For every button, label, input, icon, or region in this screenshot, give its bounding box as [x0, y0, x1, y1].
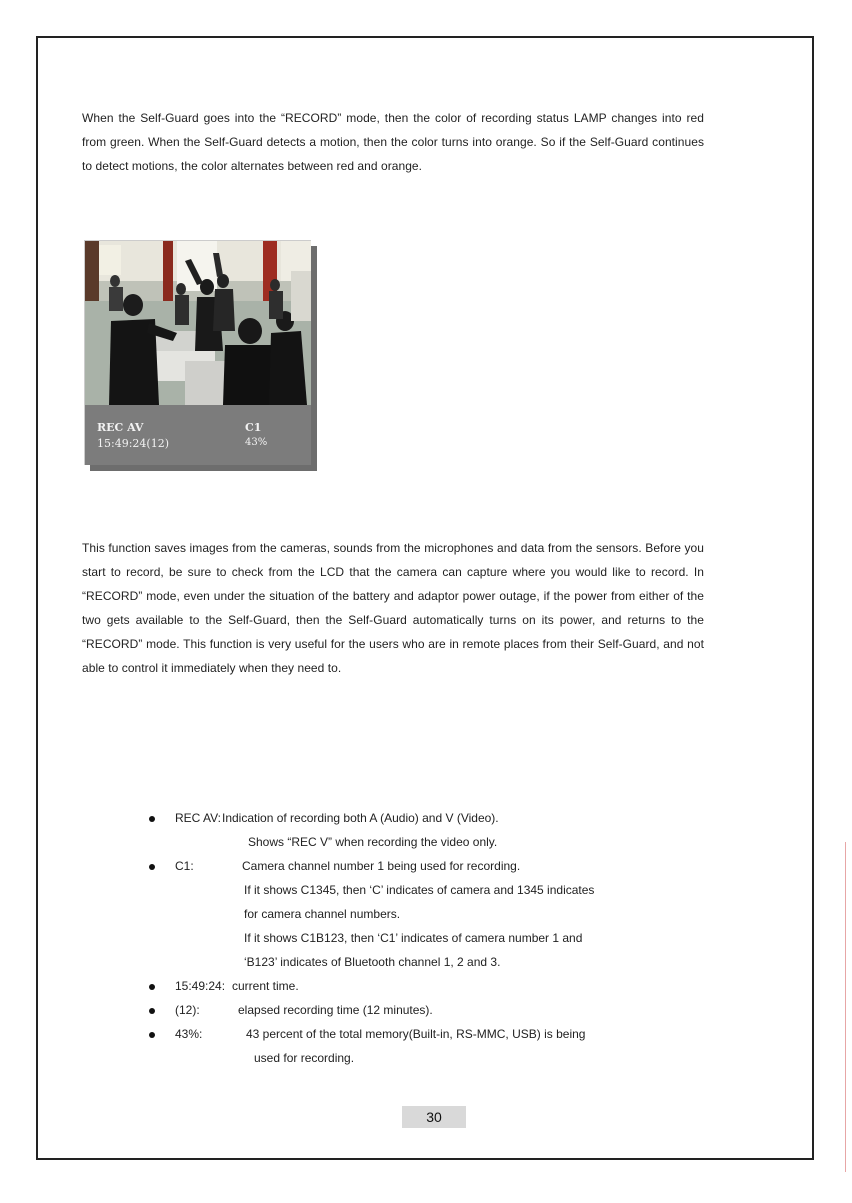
- legend-desc: If it shows C1B123, then ‘C1’ indicates of camera number 1 and: [244, 931, 583, 945]
- surveillance-scene-image: [85, 241, 311, 405]
- rec-indicator: REC AV: [97, 421, 144, 434]
- channel-indicator: C1: [245, 421, 262, 434]
- legend-desc: for camera channel numbers.: [244, 907, 401, 921]
- legend-term-rec-av: REC AV:: [175, 811, 222, 825]
- legend-desc: Camera channel number 1 being used for recording.: [242, 859, 521, 873]
- bullet-dot: [149, 816, 155, 822]
- bullet-dot: [149, 1008, 155, 1014]
- page-number: 30: [402, 1106, 466, 1128]
- margin-rule: [845, 842, 846, 1172]
- function-paragraph: This function saves images from the cameras, sounds from the microphones and data from the sensors. Before you start to record, be sure to check from the LCD that the camera can capture where you would like to record. In “RECORD” mode, even under the situation of the battery and adaptor power outage, if the power from either of the two gets available to the Self-Guard, then the Self-Guard automatically turns on its power, and returns to the “RECORD” mode. This function is very useful for the users who are in remote places from their Self-Guard, and not able to control it immediately when they need to.: [82, 541, 704, 675]
- bullet-dot: [149, 984, 155, 990]
- legend-desc: elapsed recording time (12 minutes).: [238, 1003, 433, 1017]
- legend-desc: current time.: [232, 979, 299, 993]
- intro-paragraph: When the Self-Guard goes into the “RECORD” mode, then the color of recording status LAMP changes into red from green. When the Self-Guard detects a motion, then the color turns into orange. So if the Self-Guard continues to detect motions, the color alternates between red and orange.: [82, 111, 704, 173]
- legend-desc: used for recording.: [254, 1051, 355, 1065]
- lcd-status-overlay: [85, 405, 311, 465]
- legend-term-elapsed: (12):: [175, 1003, 200, 1017]
- legend-desc: ‘B123’ indicates of Bluetooth channel 1, 2 and 3.: [244, 955, 501, 969]
- bullet-dot: [149, 864, 155, 870]
- bullet-dot: [149, 1032, 155, 1038]
- legend-term-memory: 43%:: [175, 1027, 203, 1041]
- legend-desc: Shows “REC V” when recording the video only.: [248, 835, 498, 849]
- lcd-screen-image: [84, 240, 311, 465]
- time-indicator: 15:49:24(12): [97, 437, 169, 450]
- memory-indicator: 43%: [245, 437, 268, 448]
- legend-desc: 43 percent of the total memory(Built-in, RS-MMC, USB) is being: [246, 1027, 586, 1041]
- legend-term-c1: C1:: [175, 859, 194, 873]
- legend-term-time: 15:49:24:: [175, 979, 226, 993]
- legend-desc: If it shows C1345, then ‘C’ indicates of camera and 1345 indicates: [244, 883, 595, 897]
- legend-desc: Indication of recording both A (Audio) and V (Video).: [222, 811, 499, 825]
